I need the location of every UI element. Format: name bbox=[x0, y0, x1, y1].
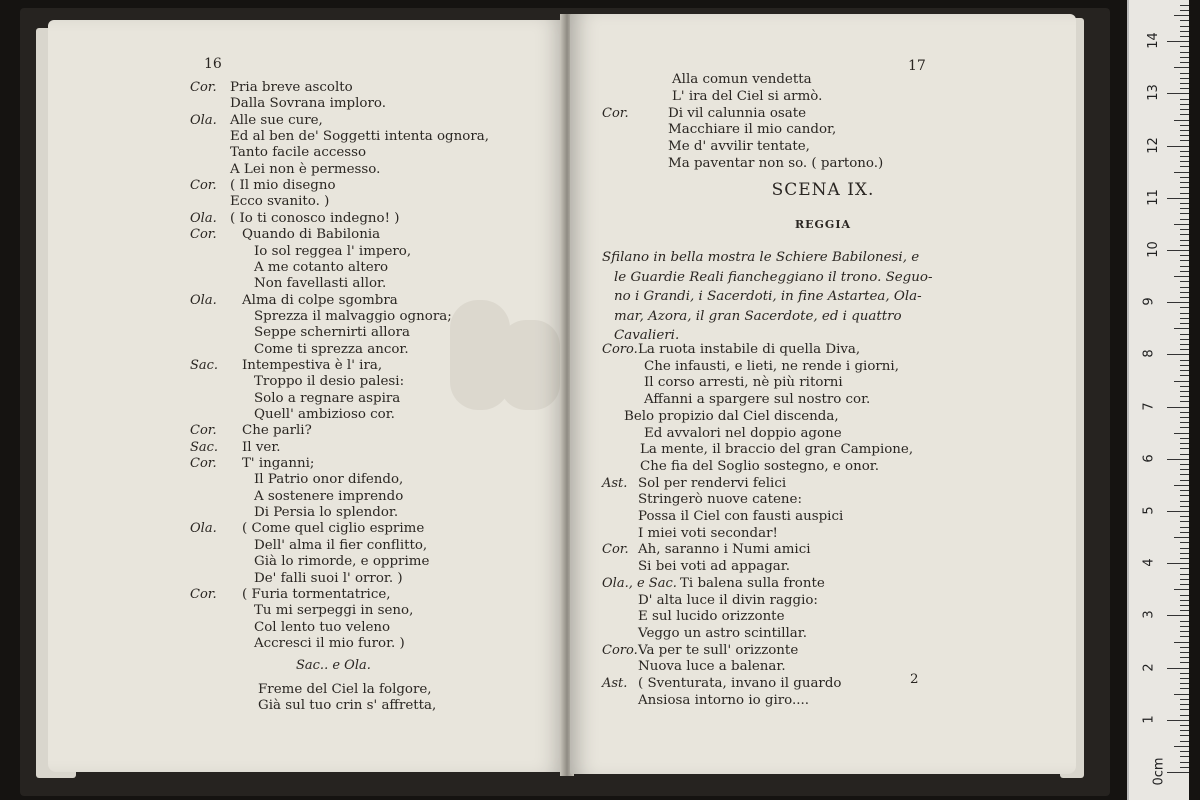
ruler-tick bbox=[1174, 589, 1189, 590]
ruler-tick bbox=[1180, 621, 1189, 622]
ruler-tick bbox=[1167, 772, 1189, 773]
ruler-tick bbox=[1180, 213, 1189, 214]
verse-line: Ed al ben de' Soggetti intenta ognora, bbox=[230, 129, 489, 145]
speaker-label: Ast. bbox=[602, 676, 628, 691]
verse-line: Il Patrio onor difendo, bbox=[254, 472, 404, 488]
ruler-tick bbox=[1180, 73, 1189, 74]
ruler-tick bbox=[1180, 474, 1189, 475]
ruler-tick bbox=[1180, 375, 1189, 376]
ruler-label: 2 bbox=[1141, 662, 1157, 672]
ruler-tick bbox=[1180, 104, 1189, 105]
ruler-tick bbox=[1180, 527, 1189, 528]
sub-speakers: Sac.. e Ola. bbox=[296, 658, 371, 673]
ruler-tick bbox=[1174, 433, 1189, 434]
verse-line: Stringerò nuove catene: bbox=[638, 492, 802, 508]
ruler-tick bbox=[1180, 62, 1189, 63]
verse-line: ( Sventurata, invano il guardo bbox=[638, 676, 842, 691]
ruler-tick bbox=[1180, 161, 1189, 162]
ruler-tick bbox=[1180, 140, 1189, 141]
ruler-tick bbox=[1180, 709, 1189, 710]
verse-line: I miei voti secondar! bbox=[638, 525, 778, 541]
ruler-tick bbox=[1180, 542, 1189, 543]
verse-line: L' ira del Ciel si armò. bbox=[672, 88, 823, 104]
verse-line: Affanni a spargere sul nostro cor. bbox=[644, 392, 871, 408]
verse-line: Tu mi serpeggi in seno, bbox=[254, 603, 414, 619]
ruler-tick bbox=[1180, 166, 1189, 167]
verse-line: A Lei non è permesso. bbox=[230, 161, 381, 177]
ruler-tick bbox=[1180, 281, 1189, 282]
ruler-label: 13 bbox=[1145, 84, 1161, 102]
ruler-tick bbox=[1167, 668, 1189, 669]
ruler-tick bbox=[1167, 41, 1189, 42]
ruler-tick bbox=[1180, 365, 1189, 366]
ruler-tick bbox=[1180, 10, 1189, 11]
ruler-tick bbox=[1180, 495, 1189, 496]
speaker-label: Sac. bbox=[190, 357, 219, 373]
stage-direction-line: mar, Azora, il gran Sacerdote, ed i quattro bbox=[614, 308, 902, 324]
verse-line: Ma paventar non so. ( partono.) bbox=[668, 156, 884, 171]
ruler-tick bbox=[1180, 36, 1189, 37]
verse-line: Non favellasti allor. bbox=[254, 276, 387, 292]
ruler-tick bbox=[1180, 271, 1189, 272]
ruler-tick bbox=[1180, 177, 1189, 178]
ruler-tick bbox=[1180, 26, 1189, 27]
ruler-tick bbox=[1180, 292, 1189, 293]
ruler-tick bbox=[1180, 78, 1189, 79]
speaker-label: Cor. bbox=[190, 227, 217, 243]
verse-line: De' falli suoi l' orror. ) bbox=[254, 570, 403, 586]
ruler-tick bbox=[1167, 407, 1189, 408]
final-line-2: Già sul tuo crin s' affretta, bbox=[258, 698, 437, 713]
verse-line: Dalla Sovrana imploro. bbox=[230, 96, 386, 112]
verse-line: Me d' avvilir tentate, bbox=[668, 139, 810, 155]
ruler-label: 11 bbox=[1145, 189, 1161, 206]
verse-line: Sprezza il malvaggio ognora; bbox=[254, 308, 452, 324]
ruler-tick bbox=[1174, 172, 1189, 173]
ruler-tick bbox=[1180, 574, 1189, 575]
ruler-tick bbox=[1180, 193, 1189, 194]
verse-line: E sul lucido orizzonte bbox=[638, 609, 785, 625]
ruler-tick bbox=[1167, 302, 1189, 303]
ruler-tick bbox=[1174, 485, 1189, 486]
verse-line: La ruota instabile di quella Diva, bbox=[638, 342, 861, 357]
ruler-tick bbox=[1180, 339, 1189, 340]
speaker-label: Cor. bbox=[190, 178, 217, 194]
scene-title: SCENA IX. bbox=[771, 180, 875, 200]
ruler-label: 5 bbox=[1141, 506, 1157, 515]
ruler-tick bbox=[1180, 725, 1189, 726]
ruler-tick bbox=[1180, 307, 1189, 308]
ruler-tick bbox=[1180, 469, 1189, 470]
verse-line: Che infausti, e lieti, ne rende i giorni, bbox=[644, 358, 899, 374]
ruler-tick bbox=[1174, 328, 1189, 329]
stage-direction-line: Cavalieri. bbox=[614, 328, 680, 343]
ruler-tick bbox=[1180, 762, 1189, 763]
verse-line: D' alta luce il divin raggio: bbox=[638, 592, 818, 608]
ruler-label: 14 bbox=[1145, 32, 1161, 49]
ruler-label: 1 bbox=[1141, 715, 1157, 724]
speaker-label: Cor. bbox=[602, 105, 629, 121]
ruler-tick bbox=[1180, 187, 1189, 188]
ruler-tick bbox=[1180, 182, 1189, 183]
ruler-label: 3 bbox=[1141, 610, 1157, 620]
ruler-label: 7 bbox=[1141, 401, 1157, 411]
ruler-tick bbox=[1180, 626, 1189, 627]
ruler-label: 8 bbox=[1141, 349, 1157, 359]
verse-line: Si bei voti ad appagar. bbox=[638, 559, 790, 575]
ruler-tick bbox=[1180, 349, 1189, 350]
ruler-tick bbox=[1180, 652, 1189, 653]
ruler-tick bbox=[1180, 20, 1189, 21]
verse-line: Come ti sprezza ancor. bbox=[254, 341, 409, 357]
verse-line: Già lo rimorde, e opprime bbox=[254, 554, 430, 570]
verse-line: ( Furia tormentatrice, bbox=[242, 586, 391, 602]
speaker-label: Ola. bbox=[190, 210, 217, 226]
ruler-tick bbox=[1174, 67, 1189, 68]
ruler-tick bbox=[1180, 135, 1189, 136]
ruler-tick bbox=[1167, 459, 1189, 460]
verse-line: Dell' alma il fier conflitto, bbox=[254, 537, 428, 553]
ruler-tick bbox=[1180, 83, 1189, 84]
ruler-tick bbox=[1180, 240, 1189, 241]
ruler-tick bbox=[1167, 146, 1189, 147]
verse-line: Ti balena sulla fronte bbox=[680, 575, 825, 591]
verse-line: Col lento tuo veleno bbox=[254, 619, 391, 635]
ruler-tick bbox=[1180, 57, 1189, 58]
ruler-tick bbox=[1180, 600, 1189, 601]
verse-line: Tanto facile accesso bbox=[230, 145, 367, 161]
ruler-tick bbox=[1180, 156, 1189, 157]
speaker-label: Cor. bbox=[190, 80, 217, 95]
ruler-tick bbox=[1180, 99, 1189, 100]
ruler-tick bbox=[1180, 521, 1189, 522]
ruler-tick bbox=[1180, 767, 1189, 768]
measuring-ruler bbox=[1127, 0, 1189, 800]
verse-line: A me cotanto altero bbox=[254, 259, 389, 275]
ruler-tick bbox=[1180, 297, 1189, 298]
ruler-tick bbox=[1180, 605, 1189, 606]
ruler-tick bbox=[1180, 735, 1189, 736]
verse-line: Io sol reggea l' impero, bbox=[254, 243, 412, 259]
verse-line: Di vil calunnia osate bbox=[668, 105, 807, 121]
verse-line: Sol per rendervi felici bbox=[638, 475, 787, 491]
ruler-tick bbox=[1180, 673, 1189, 674]
stage-direction-line: Sfilano in bella mostra le Schiere Babilonesi, e bbox=[602, 250, 920, 265]
verse-line: Veggo un astro scintillar. bbox=[638, 625, 807, 641]
ruler-tick bbox=[1180, 88, 1189, 89]
ruler-tick bbox=[1180, 490, 1189, 491]
ruler-tick bbox=[1180, 480, 1189, 481]
stage-direction-line: no i Grandi, i Sacerdoti, in fine Astartea, Ola- bbox=[614, 289, 922, 304]
verse-line: Che parli? bbox=[242, 423, 312, 439]
ruler-tick bbox=[1180, 130, 1189, 131]
ruler-tick bbox=[1180, 266, 1189, 267]
ruler-tick bbox=[1180, 741, 1189, 742]
verse-line: ( Come quel ciglio esprime bbox=[242, 521, 425, 537]
verse-line: ( Io ti conosco indegno! ) bbox=[230, 210, 400, 226]
verse-line: Alma di colpe sgombra bbox=[242, 292, 398, 308]
ruler-tick bbox=[1180, 454, 1189, 455]
verse-line: Ed avvalori nel doppio agone bbox=[644, 425, 842, 441]
page-number-left: 16 bbox=[204, 56, 222, 72]
verse-line: Intempestiva è l' ira, bbox=[242, 357, 383, 373]
ruler-tick bbox=[1167, 198, 1189, 199]
speaker-label: Ola. bbox=[190, 292, 217, 308]
ruler-tick bbox=[1167, 93, 1189, 94]
ruler-tick bbox=[1180, 688, 1189, 689]
ruler-tick bbox=[1167, 563, 1189, 564]
verse-line: Seppe schernirti allora bbox=[254, 325, 410, 341]
ruler-tick bbox=[1180, 412, 1189, 413]
verse-line: La mente, il braccio del gran Campione, bbox=[640, 442, 914, 458]
verse-line: Il corso arresti, nè più ritorni bbox=[644, 375, 843, 391]
ruler-tick bbox=[1167, 511, 1189, 512]
ruler-tick bbox=[1180, 678, 1189, 679]
speaker-label: Ola., e Sac. bbox=[602, 575, 677, 591]
verse-line: Di Persia lo splendor. bbox=[254, 505, 399, 521]
verse-line: Macchiare il mio candor, bbox=[668, 122, 837, 138]
ruler-tick bbox=[1174, 120, 1189, 121]
ruler-tick bbox=[1180, 657, 1189, 658]
ruler-tick bbox=[1180, 427, 1189, 428]
ruler-tick bbox=[1180, 396, 1189, 397]
ruler-tick bbox=[1180, 422, 1189, 423]
ruler-tick bbox=[1180, 318, 1189, 319]
ruler-tick bbox=[1167, 250, 1189, 251]
ruler-tick bbox=[1180, 548, 1189, 549]
ruler-label: 10 bbox=[1145, 241, 1161, 258]
verse-line: Pria breve ascolto bbox=[230, 80, 353, 95]
scene-location: REGGIA bbox=[795, 218, 851, 231]
verse-line: Quando di Babilonia bbox=[242, 227, 381, 243]
page-number-right: 17 bbox=[908, 58, 926, 74]
ruler-tick bbox=[1174, 537, 1189, 538]
ruler-tick bbox=[1180, 5, 1189, 6]
verse-line: Va per te sull' orizzonte bbox=[638, 642, 799, 658]
verse-line: Quell' ambizioso cor. bbox=[254, 407, 395, 422]
ruler-tick bbox=[1180, 636, 1189, 637]
ruler-tick bbox=[1180, 125, 1189, 126]
ruler-tick bbox=[1180, 386, 1189, 387]
ruler-tick bbox=[1180, 203, 1189, 204]
speaker-label: Ola. bbox=[190, 521, 217, 537]
ruler-tick bbox=[1180, 558, 1189, 559]
right-page bbox=[570, 14, 1076, 774]
ruler-tick bbox=[1167, 354, 1189, 355]
ruler-label: 12 bbox=[1145, 136, 1161, 154]
ruler-tick bbox=[1180, 631, 1189, 632]
ruler-tick bbox=[1180, 662, 1189, 663]
ruler-tick bbox=[1180, 579, 1189, 580]
ruler-tick bbox=[1174, 381, 1189, 382]
ruler-tick bbox=[1180, 443, 1189, 444]
ruler-tick bbox=[1180, 260, 1189, 261]
verse-line: Che fia del Soglio sostegno, e onor. bbox=[640, 458, 879, 474]
speaker-label: Cor. bbox=[190, 423, 217, 439]
ruler-tick bbox=[1180, 730, 1189, 731]
ruler-tick bbox=[1180, 704, 1189, 705]
speaker-label: Sac. bbox=[190, 439, 219, 455]
ruler-tick bbox=[1180, 501, 1189, 502]
speaker-label: Cor. bbox=[190, 586, 217, 602]
speaker-label: Ola. bbox=[190, 112, 217, 128]
ruler-label: 6 bbox=[1141, 454, 1157, 463]
verse-line: Solo a regnare aspira bbox=[254, 390, 401, 406]
ruler-tick bbox=[1180, 234, 1189, 235]
ruler-tick bbox=[1180, 584, 1189, 585]
ruler-tick bbox=[1180, 699, 1189, 700]
ruler-tick bbox=[1167, 615, 1189, 616]
ruler-tick bbox=[1180, 313, 1189, 314]
ruler-tick bbox=[1180, 756, 1189, 757]
ruler-tick bbox=[1180, 114, 1189, 115]
ruler-tick bbox=[1174, 15, 1189, 16]
ruler-tick bbox=[1167, 720, 1189, 721]
ruler-tick bbox=[1180, 683, 1189, 684]
ruler-tick bbox=[1180, 553, 1189, 554]
ruler-tick bbox=[1174, 224, 1189, 225]
signature-mark: 2 bbox=[910, 672, 919, 687]
ruler-tick bbox=[1180, 391, 1189, 392]
ruler-tick bbox=[1180, 610, 1189, 611]
ruler-label: 9 bbox=[1141, 297, 1157, 306]
ruler-tick bbox=[1174, 746, 1189, 747]
verse-line: ( Il mio disegno bbox=[230, 178, 336, 194]
ruler-tick bbox=[1174, 642, 1189, 643]
final-line-1: Freme del Ciel la folgore, bbox=[258, 682, 432, 697]
ruler-tick bbox=[1180, 287, 1189, 288]
verse-line: Accresci il mio furor. ) bbox=[254, 635, 405, 651]
ruler-tick bbox=[1180, 438, 1189, 439]
verse-line: Belo propizio dal Ciel discenda, bbox=[624, 408, 839, 424]
verse-line: Alla comun vendetta bbox=[672, 72, 812, 87]
verse-line: Ah, saranno i Numi amici bbox=[638, 542, 811, 558]
speaker-label: Cor. bbox=[602, 542, 629, 558]
ruler-tick bbox=[1180, 568, 1189, 569]
ruler-tick bbox=[1180, 751, 1189, 752]
ruler-tick bbox=[1180, 417, 1189, 418]
ruler-tick bbox=[1180, 52, 1189, 53]
ruler-tick bbox=[1180, 255, 1189, 256]
ruler-tick bbox=[1180, 245, 1189, 246]
verse-line: Il ver. bbox=[242, 439, 281, 455]
verse-line: A sostenere imprendo bbox=[254, 488, 404, 504]
speaker-label: Coro. bbox=[602, 342, 638, 357]
ruler-tick bbox=[1180, 448, 1189, 449]
verse-line: Ansiosa intorno io giro.... bbox=[638, 692, 810, 708]
ruler-tick bbox=[1180, 715, 1189, 716]
verse-line: Troppo il desio palesi: bbox=[254, 374, 405, 390]
ruler-tick bbox=[1180, 344, 1189, 345]
verse-line: Ecco svanito. ) bbox=[230, 194, 330, 210]
ruler-tick bbox=[1180, 334, 1189, 335]
ruler-tick bbox=[1180, 595, 1189, 596]
ruler-tick bbox=[1180, 151, 1189, 152]
ruler-tick bbox=[1180, 370, 1189, 371]
ruler-tick bbox=[1180, 360, 1189, 361]
verse-line: T' inganni; bbox=[242, 456, 315, 472]
speaker-label: Coro. bbox=[602, 642, 638, 658]
ruler-tick bbox=[1180, 464, 1189, 465]
ruler-tick bbox=[1180, 109, 1189, 110]
ruler-tick bbox=[1174, 276, 1189, 277]
verse-line: Alle sue cure, bbox=[230, 112, 323, 128]
ruler-tick bbox=[1180, 229, 1189, 230]
verse-line: Possa il Ciel con fausti auspici bbox=[638, 509, 844, 524]
speaker-label: Ast. bbox=[602, 475, 628, 491]
ruler-tick bbox=[1180, 647, 1189, 648]
verse-line: Nuova luce a balenar. bbox=[638, 659, 786, 675]
ruler-tick bbox=[1180, 46, 1189, 47]
ruler-tick bbox=[1180, 506, 1189, 507]
ruler-tick bbox=[1180, 219, 1189, 220]
ruler-label: 0cm bbox=[1151, 757, 1167, 786]
ruler-tick bbox=[1174, 694, 1189, 695]
ruler-tick bbox=[1180, 516, 1189, 517]
ruler-tick bbox=[1180, 532, 1189, 533]
ruler-tick bbox=[1180, 401, 1189, 402]
ruler-label: 4 bbox=[1141, 558, 1157, 567]
stage-direction-line: le Guardie Reali fiancheggiano il trono. Seguo- bbox=[614, 269, 933, 285]
ruler-tick bbox=[1180, 208, 1189, 209]
ruler-tick bbox=[1180, 31, 1189, 32]
ruler-tick bbox=[1180, 323, 1189, 324]
speaker-label: Cor. bbox=[190, 456, 217, 472]
